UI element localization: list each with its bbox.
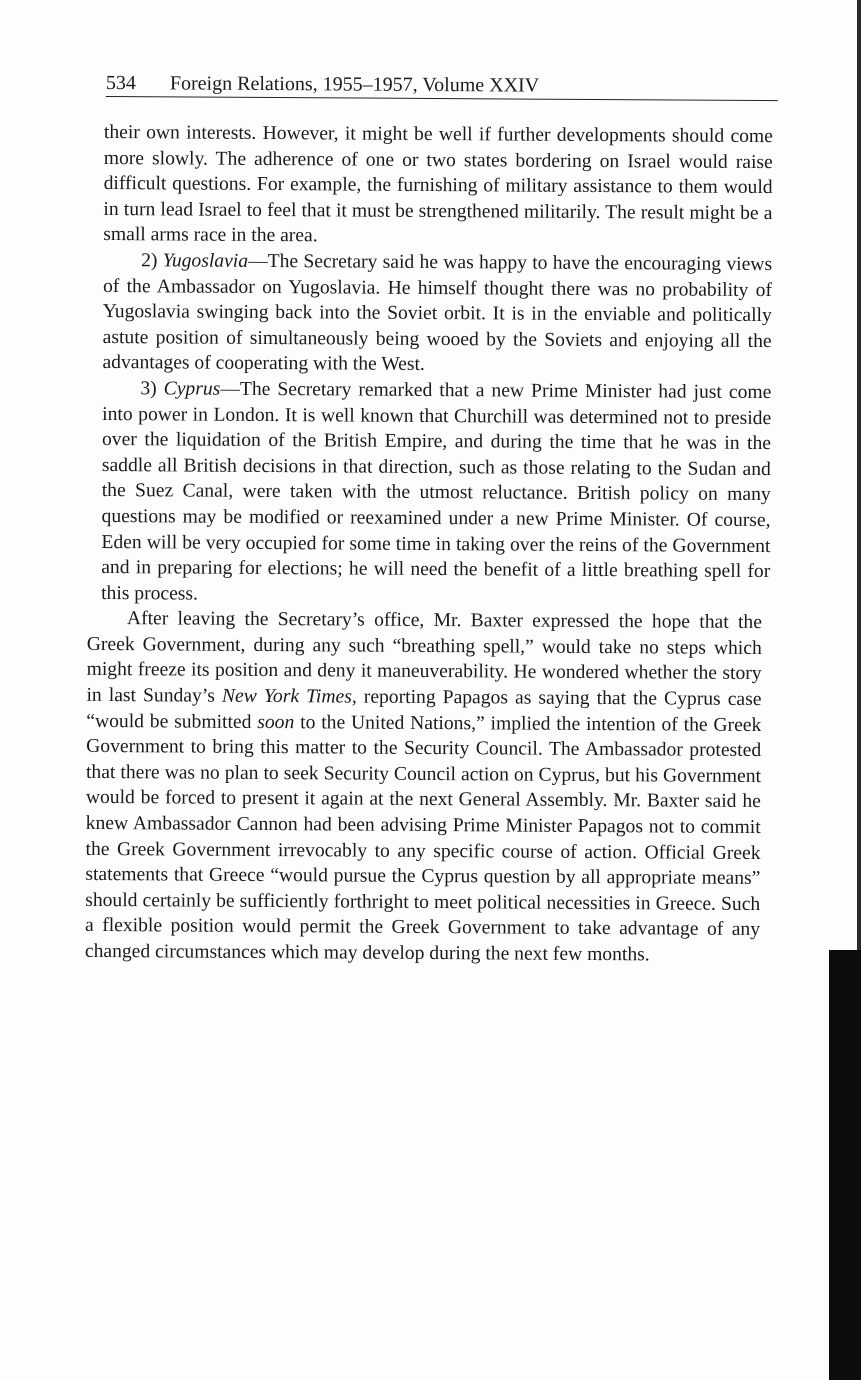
item-label: Cyprus [163, 378, 221, 400]
book-title: Foreign Relations, 1955–1957, Volume XXIV [169, 72, 540, 97]
paragraph-text: After leaving the Secretary’s office, Mr. Baxter expressed the hope that the Greek Government, during any such “breathing spell,” would take no steps which might freeze its position and deny it maneuverability. He wondered whether the story in last Sunday’s [86, 608, 763, 707]
paragraph-text: to the United Nations,” implied the intention of the Greek Government to bring this matter to the Security Council. The Ambassador protested that there was no plan to seek Security Council action on Cyprus, but his Government would be forced to present it again at the next General Assembly. Mr. Baxter said he knew Ambassador Cannon had been advising Prime Minister Papagos not to commit the Greek Government irrevocably to any specific course of action. Official Greek statements that Greece “would pursue the Cyprus question by all appropriate means” should certainly be sufficiently forthright to meet political necessities in Greece. Such a flexible position would permit the Greek Government to take advantage of any changed circumstances which may develop during the next few months. [84, 711, 762, 966]
item-text: —The Secretary remarked that a new Prime Minister had just come into power in London. It is well known that Churchill was determined not to preside over the liquidation of the British Empire, and during the time that he was in the saddle all British decisions in that direction, such as those relating to the Sudan and the Suez Canal, were taken with the utmost reluctance. British policy on many questions may be modified or reexamined under a new Prime Minister. Of course, Eden will be very occupied for some time in taking over the reins of the Government and in preparing for elections; he will need the benefit of a little breathing spell for this process. [101, 378, 772, 605]
body-text [84, 120, 773, 969]
item-text: —The Secretary said he was happy to have the encouraging views of the Ambassador on Yugoslavia. He himself thought there was no probability of Yugoslavia swinging back into the Soviet orbit. It is in the enviable and politically astute position of simultaneously being wooed by the Soviets and enjoying all the advantages of cooperating with the West. [102, 250, 773, 376]
item-number: 2) [141, 250, 158, 272]
page-number: 534 [105, 71, 136, 95]
item-label: Yugoslavia [162, 250, 249, 272]
paragraph-continued: their own interests. However, it might be well if further developments should come more slowly. The adherence of one or two states bordering on Israel would raise difficult questions. For example, the furnishing of military assistance to them would in turn lead Israel to feel that it must be strengthened militarily. The result might be a small arms race in the area. [103, 121, 773, 247]
newspaper-title: New York Times [221, 685, 352, 708]
paragraph-after-meeting [85, 606, 762, 968]
emphasis: soon [257, 711, 295, 733]
running-head [106, 70, 778, 101]
paragraph-yugoslavia [102, 248, 772, 380]
scan-edge-shadow [857, 0, 861, 950]
paragraph-text: , reporting Papagos as saying that the Cyprus case “would be submitted [86, 686, 762, 733]
paragraph-cyprus [101, 376, 771, 610]
scan-edge-dark [829, 950, 861, 1380]
item-number: 3) [140, 378, 157, 400]
